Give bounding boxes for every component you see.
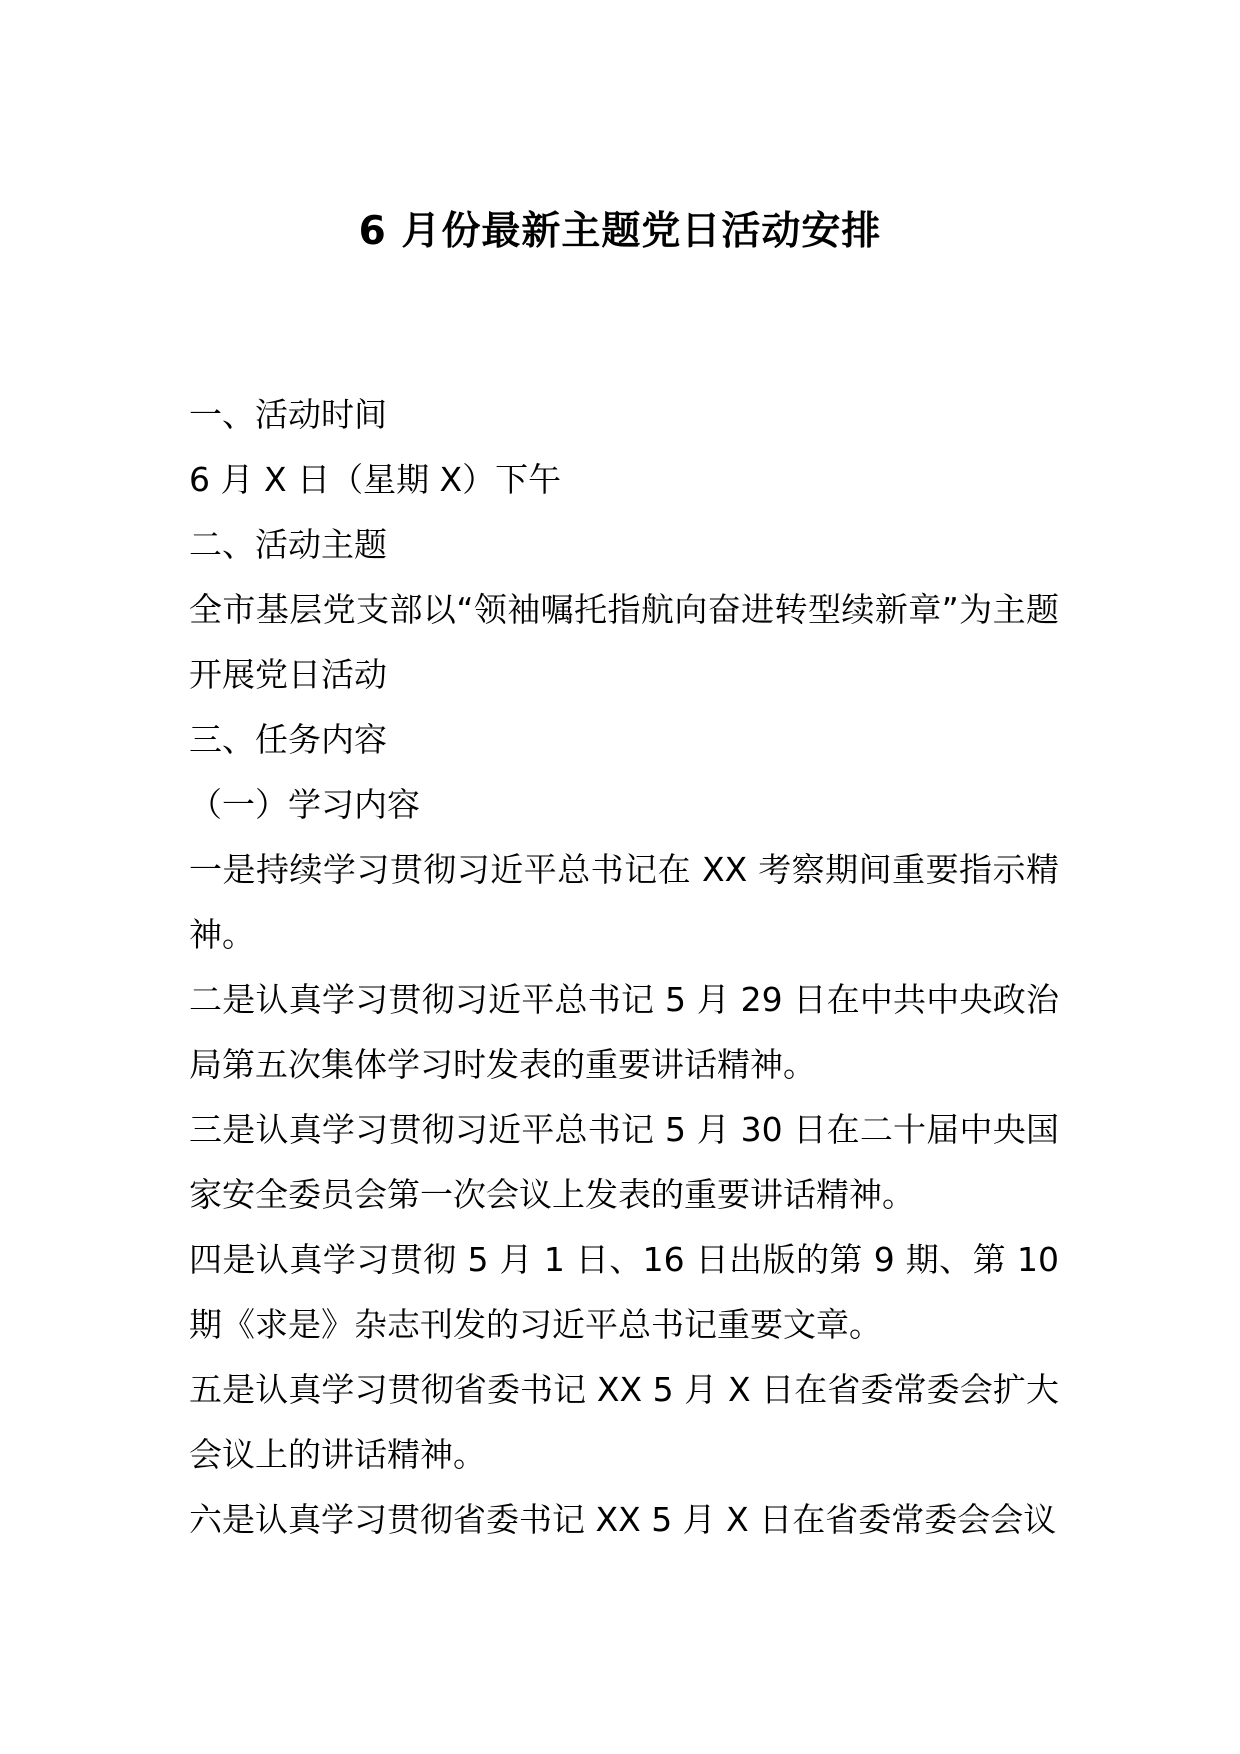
- paragraph-item-5: 五是认真学习贯彻省委书记 XX 5 月 X 日在省委常委会扩大会议上的讲话精神。: [189, 1370, 1059, 1474]
- paragraph-time: 6 月 X 日（星期 X）下午: [189, 460, 562, 499]
- page-title: 6 月份最新主题党日活动安排: [358, 209, 882, 254]
- section-heading-time: 一、活动时间: [189, 395, 387, 434]
- paragraph-item-4: 四是认真学习贯彻 5 月 1 日、16 日出版的第 9 期、第 10 期《求是》杂志刊发的习近平总书记重要文章。: [189, 1240, 1059, 1344]
- section-heading-theme: 二、活动主题: [189, 525, 387, 564]
- document-body: [189, 382, 1059, 1552]
- paragraph-item-1: 一是持续学习贯彻习近平总书记在 XX 考察期间重要指示精神。: [189, 850, 1059, 954]
- paragraph-theme: 全市基层党支部以“领袖嘱托指航向奋进转型续新章”为主题开展党日活动: [189, 590, 1059, 694]
- section-heading-tasks: 三、任务内容: [189, 720, 387, 759]
- paragraph-item-2: 二是认真学习贯彻习近平总书记 5 月 29 日在中共中央政治局第五次集体学习时发表的重要讲话精神。: [189, 980, 1059, 1084]
- paragraph-item-3: 三是认真学习贯彻习近平总书记 5 月 30 日在二十届中央国家安全委员会第一次会议上发表的重要讲话精神。: [189, 1110, 1059, 1214]
- subsection-heading-study: （一）学习内容: [189, 785, 420, 824]
- paragraph-item-6: 六是认真学习贯彻省委书记 XX 5 月 X 日在省委常委会会议: [189, 1500, 1057, 1539]
